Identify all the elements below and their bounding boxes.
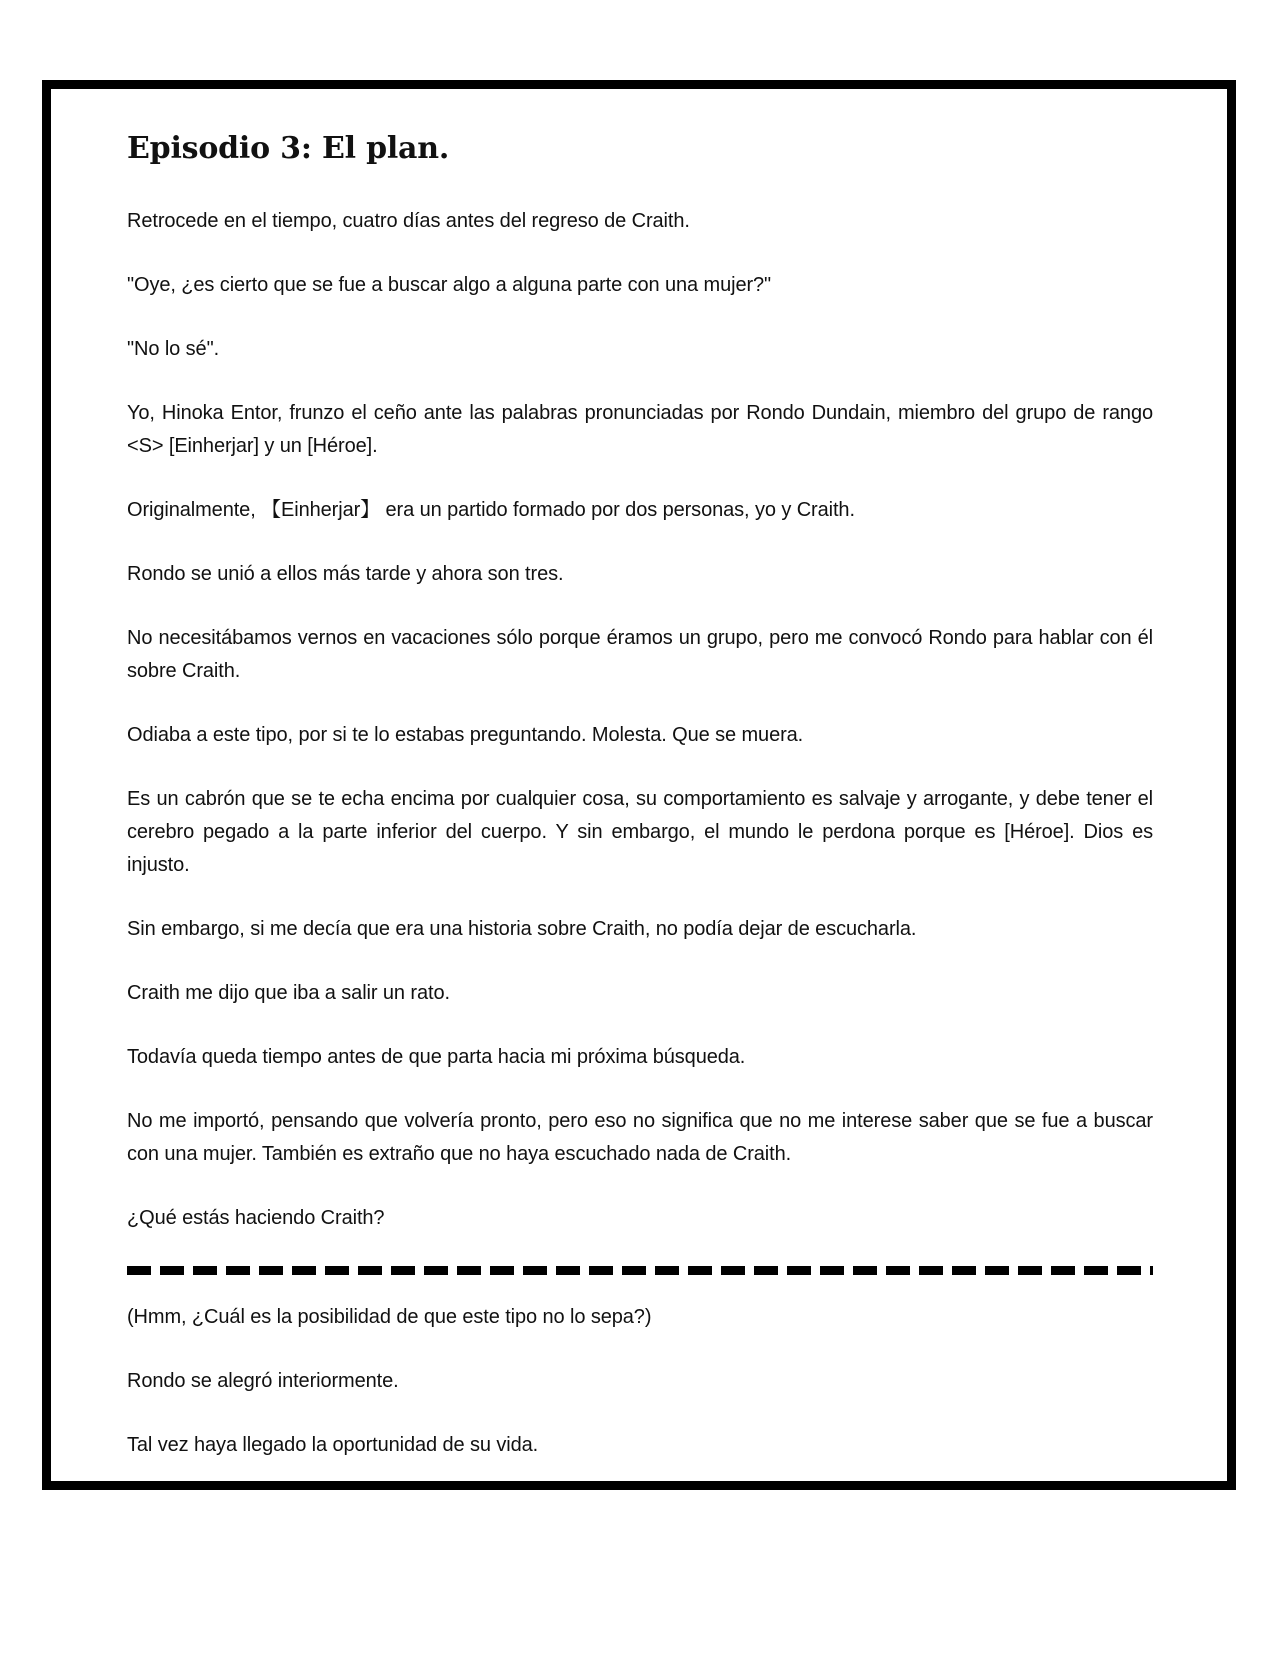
paragraph-p4: Yo, Hinoka Entor, frunzo el ceño ante las palabras pronunciadas por Rondo Dundain, miembro del grupo de rango <S> [Einherjar] y un [Héroe]. <box>127 402 1153 457</box>
paragraph-p13: No me importó, pensando que volvería pronto, pero eso no significa que no me interese saber que se fue a buscar con una mujer. También es extraño que no haya escuchado nada de Craith. <box>127 1110 1153 1165</box>
paragraph-p11: Craith me dijo que iba a salir un rato. <box>127 982 450 1004</box>
paragraph-p12: Todavía queda tiempo antes de que parta hacia mi próxima búsqueda. <box>127 1046 746 1068</box>
paragraph-p17: Tal vez haya llegado la oportunidad de su vida. <box>127 1434 539 1456</box>
paragraph-p7: No necesitábamos vernos en vacaciones sólo porque éramos un grupo, pero me convocó Rondo para hablar con él sobre Craith. <box>127 627 1153 682</box>
section-divider <box>127 1266 1153 1275</box>
paragraph-p16: Rondo se alegró interiormente. <box>127 1370 399 1392</box>
paragraph-p9: Es un cabrón que se te echa encima por cualquier cosa, su comportamiento es salvaje y arrogante, y debe tener el cerebro pegado a la parte inferior del cuerpo. Y sin embargo, el mundo le perdona porque es [Héroe]. Dios es injusto. <box>127 788 1153 876</box>
paragraph-p8: Odiaba a este tipo, por si te lo estabas preguntando. Molesta. Que se muera. <box>127 724 804 746</box>
paragraph-p5: Originalmente, 【Einherjar】 era un partido formado por dos personas, yo y Craith. <box>127 499 855 521</box>
page-content-area <box>51 89 1227 1481</box>
paragraph-p1: Retrocede en el tiempo, cuatro días antes del regreso de Craith. <box>127 210 690 232</box>
page-title: Episodio 3: El plan. <box>127 131 450 166</box>
paragraph-p14: ¿Qué estás haciendo Craith? <box>127 1207 385 1229</box>
document-page <box>42 80 1236 1490</box>
paragraph-p10: Sin embargo, si me decía que era una historia sobre Craith, no podía dejar de escucharla. <box>127 918 917 940</box>
paragraph-p6: Rondo se unió a ellos más tarde y ahora son tres. <box>127 563 564 585</box>
paragraph-p2: "Oye, ¿es cierto que se fue a buscar algo a alguna parte con una mujer?" <box>127 274 772 296</box>
paragraph-p3: "No lo sé". <box>127 338 220 360</box>
paragraph-p15: (Hmm, ¿Cuál es la posibilidad de que este tipo no lo sepa?) <box>127 1306 652 1328</box>
